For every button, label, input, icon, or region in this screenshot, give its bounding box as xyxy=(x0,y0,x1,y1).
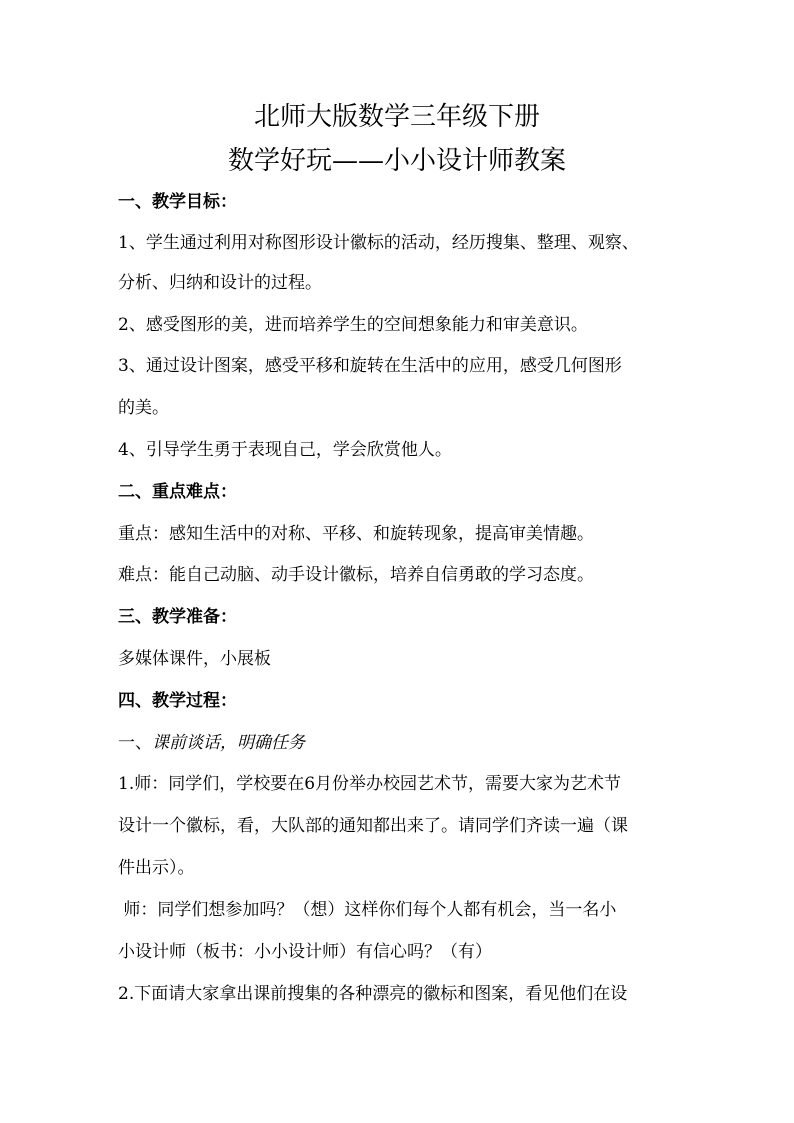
process-subheading xyxy=(118,731,305,755)
section-heading-process: 四、教学过程： xyxy=(118,691,237,711)
process-line: 师：同学们想参加吗？（想）这样你们每个人都有机会，当一名小 xyxy=(118,900,617,920)
objective-line: 1、学生通过利用对称图形设计徽标的活动，经历搜集、整理、观察、 xyxy=(118,233,639,253)
prep-line: 多媒体课件，小展板 xyxy=(118,649,271,669)
keypoint-line: 难点：能自己动脑、动手设计徽标，培养自信勇敢的学习态度。 xyxy=(118,565,594,585)
section-heading-keypoints: 二、重点难点： xyxy=(118,482,237,502)
section-heading-prep: 三、教学准备： xyxy=(118,607,237,627)
process-line: 件出示）。 xyxy=(118,858,195,878)
document-title: 北师大版数学三年级下册 xyxy=(253,102,540,132)
process-line: 1.师：同学们，学校要在6月份举办校园艺术节，需要大家为艺术节 xyxy=(118,774,622,794)
objective-line: 3、通过设计图案，感受平移和旋转在生活中的应用，感受几何图形 xyxy=(118,356,622,376)
process-line: 设计一个徽标，看，大队部的通知都出来了。请同学们齐读一遍（课 xyxy=(118,816,628,836)
objective-line: 分析、归纳和设计的过程。 xyxy=(118,273,322,293)
objective-line: 2、感受图形的美，进而培养学生的空间想象能力和审美意识。 xyxy=(118,315,588,335)
objective-line: 4、引导学生勇于表现自己，学会欣赏他人。 xyxy=(118,440,452,460)
objective-line: 的美。 xyxy=(118,398,169,418)
process-subheading-prefix: 一、 xyxy=(118,733,152,753)
process-subheading-text: 课前谈话，明确任务 xyxy=(152,733,305,753)
section-heading-objectives: 一、教学目标： xyxy=(118,192,237,212)
process-line: 小设计师（板书：小小设计师）有信心吗？（有） xyxy=(118,942,492,962)
keypoint-line: 重点：感知生活中的对称、平移、和旋转现象，提高审美情趣。 xyxy=(118,524,594,544)
document-subtitle: 数学好玩——小小设计师教案 xyxy=(227,146,566,176)
process-line: 2.下面请大家拿出课前搜集的各种漂亮的徽标和图案，看见他们在设 xyxy=(118,984,628,1004)
